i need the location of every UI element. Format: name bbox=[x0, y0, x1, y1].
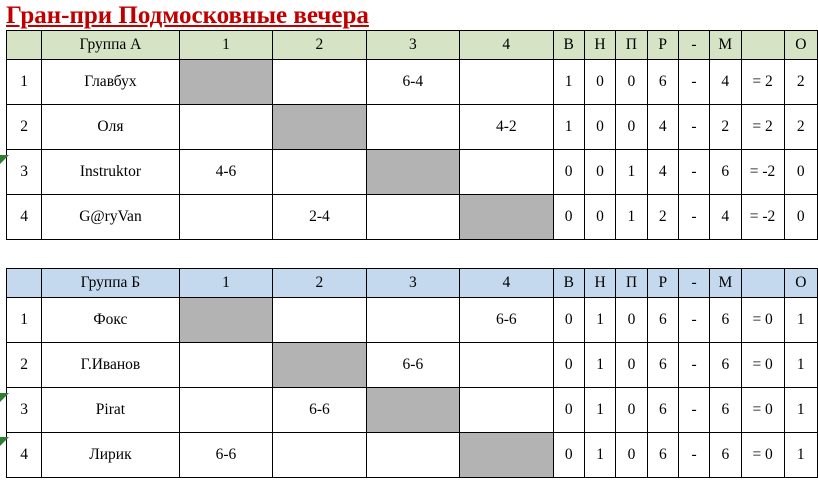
cell-draws: 0 bbox=[584, 105, 615, 150]
row-index: 4 bbox=[7, 433, 42, 478]
cell-losses: 0 bbox=[616, 433, 647, 478]
header-col-3: 3 bbox=[366, 31, 459, 60]
header-losses: П bbox=[616, 269, 647, 298]
cell-dash: - bbox=[678, 388, 709, 433]
header-conceded: М bbox=[710, 269, 741, 298]
cell-points: 2 bbox=[784, 60, 817, 105]
cell-diff: = -2 bbox=[741, 150, 784, 195]
cell-vs-3: 6-4 bbox=[366, 60, 459, 105]
cell-scored: 6 bbox=[647, 388, 678, 433]
cell-draws: 1 bbox=[584, 433, 615, 478]
cell-self bbox=[273, 105, 366, 150]
cell-wins: 0 bbox=[553, 433, 584, 478]
cell-self bbox=[460, 195, 553, 240]
cell-diff: = 0 bbox=[741, 343, 784, 388]
cell-scored: 6 bbox=[647, 343, 678, 388]
group-b-table bbox=[6, 268, 818, 478]
table-row bbox=[7, 298, 818, 343]
cell-vs-3 bbox=[366, 298, 459, 343]
cell-dash: - bbox=[678, 105, 709, 150]
header-points: О bbox=[784, 269, 817, 298]
cell-scored: 4 bbox=[647, 105, 678, 150]
table-row bbox=[7, 433, 818, 478]
group-a-table bbox=[6, 30, 818, 240]
cell-vs-1 bbox=[179, 388, 272, 433]
group-a-header-row bbox=[7, 31, 818, 60]
cell-losses: 0 bbox=[616, 298, 647, 343]
header-col-2: 2 bbox=[273, 269, 366, 298]
cell-scored: 6 bbox=[647, 60, 678, 105]
cell-wins: 0 bbox=[553, 298, 584, 343]
cell-losses: 1 bbox=[616, 150, 647, 195]
table-row bbox=[7, 388, 818, 433]
cell-conceded: 4 bbox=[710, 60, 741, 105]
row-index: 2 bbox=[7, 343, 42, 388]
cell-scored: 4 bbox=[647, 150, 678, 195]
cell-self bbox=[179, 60, 272, 105]
cell-self bbox=[273, 343, 366, 388]
table-row bbox=[7, 150, 818, 195]
cell-vs-4 bbox=[460, 343, 553, 388]
player-name: Оля bbox=[42, 105, 180, 150]
cell-diff: = 2 bbox=[741, 105, 784, 150]
cell-vs-1 bbox=[179, 195, 272, 240]
row-marker-icon bbox=[0, 437, 9, 446]
table-row bbox=[7, 195, 818, 240]
player-name: Лирик bbox=[42, 433, 180, 478]
cell-losses: 0 bbox=[616, 105, 647, 150]
header-group-name: Группа Б bbox=[42, 269, 180, 298]
cell-losses: 0 bbox=[616, 60, 647, 105]
cell-draws: 0 bbox=[584, 60, 615, 105]
cell-wins: 0 bbox=[553, 195, 584, 240]
cell-vs-3: 6-6 bbox=[366, 343, 459, 388]
cell-points: 2 bbox=[784, 105, 817, 150]
cell-wins: 0 bbox=[553, 343, 584, 388]
page-title: Гран-при Подмосковные вечера bbox=[6, 2, 369, 29]
header-losses: П bbox=[616, 31, 647, 60]
cell-diff: = 2 bbox=[741, 60, 784, 105]
header-diff bbox=[741, 31, 784, 60]
cell-vs-1: 4-6 bbox=[179, 150, 272, 195]
header-dash: - bbox=[678, 269, 709, 298]
table-row bbox=[7, 343, 818, 388]
cell-scored: 2 bbox=[647, 195, 678, 240]
cell-conceded: 2 bbox=[710, 105, 741, 150]
cell-dash: - bbox=[678, 60, 709, 105]
cell-vs-2 bbox=[273, 433, 366, 478]
table-row bbox=[7, 60, 818, 105]
cell-self bbox=[460, 433, 553, 478]
player-name: Фокс bbox=[42, 298, 180, 343]
cell-self bbox=[366, 388, 459, 433]
header-col-4: 4 bbox=[460, 31, 553, 60]
header-index bbox=[7, 269, 42, 298]
header-diff bbox=[741, 269, 784, 298]
player-name: Pirat bbox=[42, 388, 180, 433]
header-scored: Р bbox=[647, 269, 678, 298]
cell-dash: - bbox=[678, 298, 709, 343]
row-index: 2 bbox=[7, 105, 42, 150]
header-col-4: 4 bbox=[460, 269, 553, 298]
row-index: 1 bbox=[7, 298, 42, 343]
header-scored: Р bbox=[647, 31, 678, 60]
cell-vs-2 bbox=[273, 298, 366, 343]
cell-vs-1 bbox=[179, 105, 272, 150]
cell-draws: 1 bbox=[584, 298, 615, 343]
cell-vs-3 bbox=[366, 195, 459, 240]
cell-diff: = 0 bbox=[741, 298, 784, 343]
row-index: 4 bbox=[7, 195, 42, 240]
cell-vs-4 bbox=[460, 388, 553, 433]
row-marker-icon bbox=[0, 393, 9, 402]
player-name: Instruktor bbox=[42, 150, 180, 195]
cell-dash: - bbox=[678, 343, 709, 388]
cell-vs-1: 6-6 bbox=[179, 433, 272, 478]
cell-wins: 1 bbox=[553, 105, 584, 150]
cell-vs-4 bbox=[460, 150, 553, 195]
cell-losses: 0 bbox=[616, 388, 647, 433]
cell-self bbox=[366, 150, 459, 195]
header-group-name: Группа А bbox=[42, 31, 180, 60]
cell-vs-3 bbox=[366, 433, 459, 478]
cell-conceded: 6 bbox=[710, 150, 741, 195]
header-wins: В bbox=[553, 31, 584, 60]
player-name: Главбух bbox=[42, 60, 180, 105]
cell-conceded: 4 bbox=[710, 195, 741, 240]
header-dash: - bbox=[678, 31, 709, 60]
header-col-1: 1 bbox=[179, 269, 272, 298]
cell-dash: - bbox=[678, 150, 709, 195]
cell-conceded: 6 bbox=[710, 343, 741, 388]
row-index: 3 bbox=[7, 388, 42, 433]
cell-points: 1 bbox=[784, 298, 817, 343]
group-b-header-row bbox=[7, 269, 818, 298]
cell-diff: = 0 bbox=[741, 388, 784, 433]
header-draws: Н bbox=[584, 31, 615, 60]
cell-vs-3 bbox=[366, 105, 459, 150]
cell-vs-2 bbox=[273, 150, 366, 195]
cell-vs-1 bbox=[179, 343, 272, 388]
cell-draws: 1 bbox=[584, 388, 615, 433]
cell-losses: 1 bbox=[616, 195, 647, 240]
cell-draws: 1 bbox=[584, 343, 615, 388]
cell-losses: 0 bbox=[616, 343, 647, 388]
cell-diff: = 0 bbox=[741, 433, 784, 478]
cell-scored: 6 bbox=[647, 433, 678, 478]
cell-wins: 0 bbox=[553, 388, 584, 433]
cell-points: 1 bbox=[784, 343, 817, 388]
cell-conceded: 6 bbox=[710, 433, 741, 478]
cell-dash: - bbox=[678, 195, 709, 240]
cell-vs-2 bbox=[273, 60, 366, 105]
cell-dash: - bbox=[678, 433, 709, 478]
header-index bbox=[7, 31, 42, 60]
cell-vs-2: 2-4 bbox=[273, 195, 366, 240]
cell-points: 1 bbox=[784, 433, 817, 478]
cell-vs-4: 6-6 bbox=[460, 298, 553, 343]
cell-conceded: 6 bbox=[710, 388, 741, 433]
cell-wins: 1 bbox=[553, 60, 584, 105]
cell-wins: 0 bbox=[553, 150, 584, 195]
header-points: О bbox=[784, 31, 817, 60]
header-col-1: 1 bbox=[179, 31, 272, 60]
cell-conceded: 6 bbox=[710, 298, 741, 343]
cell-vs-4: 4-2 bbox=[460, 105, 553, 150]
row-index: 3 bbox=[7, 150, 42, 195]
row-index: 1 bbox=[7, 60, 42, 105]
header-col-2: 2 bbox=[273, 31, 366, 60]
cell-points: 0 bbox=[784, 150, 817, 195]
cell-draws: 0 bbox=[584, 195, 615, 240]
cell-scored: 6 bbox=[647, 298, 678, 343]
header-draws: Н bbox=[584, 269, 615, 298]
header-conceded: М bbox=[710, 31, 741, 60]
table-row bbox=[7, 105, 818, 150]
cell-self bbox=[179, 298, 272, 343]
cell-points: 0 bbox=[784, 195, 817, 240]
player-name: G@ryVan bbox=[42, 195, 180, 240]
cell-points: 1 bbox=[784, 388, 817, 433]
header-col-3: 3 bbox=[366, 269, 459, 298]
player-name: Г.Иванов bbox=[42, 343, 180, 388]
header-wins: В bbox=[553, 269, 584, 298]
cell-diff: = -2 bbox=[741, 195, 784, 240]
cell-vs-2: 6-6 bbox=[273, 388, 366, 433]
cell-vs-4 bbox=[460, 60, 553, 105]
cell-draws: 0 bbox=[584, 150, 615, 195]
row-marker-icon bbox=[0, 155, 9, 164]
